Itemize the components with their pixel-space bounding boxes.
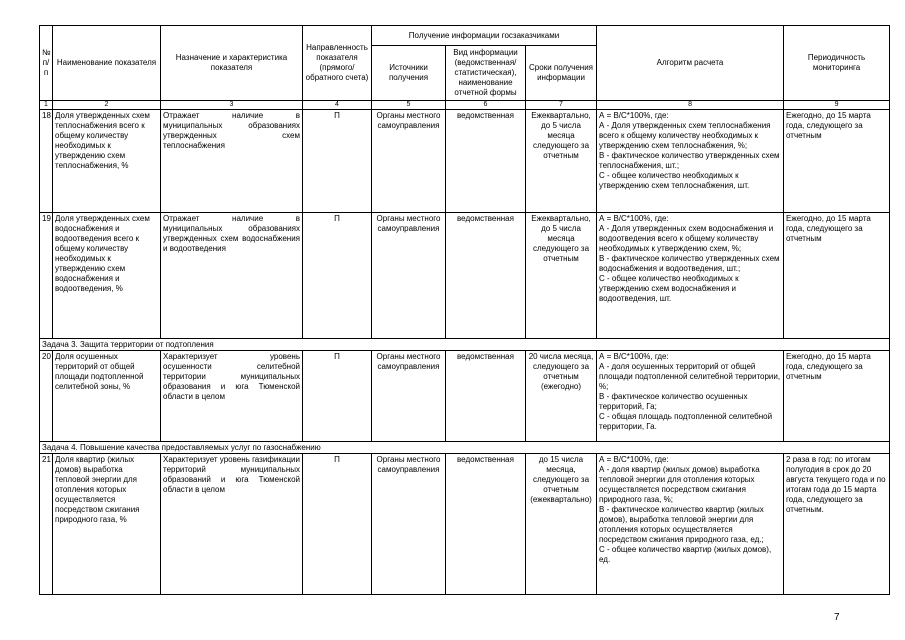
row-period: Ежегодно, до 15 марта года, следующего за отчетным bbox=[784, 110, 890, 213]
row-num: 18 bbox=[40, 110, 53, 213]
row-deadline: до 15 числа месяца, следующего за отчетным (ежеквартально) bbox=[526, 454, 597, 595]
row-deadline: Ежеквартально, до 5 числа месяца следующего за отчетным bbox=[526, 213, 597, 339]
row-source: Органы местного самоуправления bbox=[372, 110, 446, 213]
row-source: Органы местного самоуправления bbox=[372, 454, 446, 595]
row-num: 21 bbox=[40, 454, 53, 595]
header-num: № п/п bbox=[40, 26, 53, 101]
row-purpose: Характеризует уровень газификации территорий муниципальных образований и юга Тюменской области в целом bbox=[161, 454, 303, 595]
table-row bbox=[40, 351, 890, 442]
row-info-type: ведомственная bbox=[446, 454, 526, 595]
task-3-heading: Задача 3. Защита территории от подтопления bbox=[40, 339, 890, 351]
table-row bbox=[40, 110, 890, 213]
row-info-type: ведомственная bbox=[446, 351, 526, 442]
header-purpose: Назначение и характеристика показателя bbox=[161, 26, 303, 101]
column-number-row bbox=[40, 101, 890, 110]
row-algorithm: А = В/С*100%, где: А - Доля утвержденных схем теплоснабжения всего к общему количеству необходимых к утверждению схем теплоснабжения, %; В - фактическое количество утвержденных схем теплоснабжения, шт.; С - общее количество необходимых к утверждению схем теплоснабжения, шт. bbox=[597, 110, 784, 213]
row-purpose: Отражает наличие в муниципальных образованиях утвержденных схем водоснабжения и водоотведения bbox=[161, 213, 303, 339]
column-number: 6 bbox=[446, 101, 526, 110]
table-row bbox=[40, 213, 890, 339]
row-num: 20 bbox=[40, 351, 53, 442]
row-period: Ежегодно, до 15 марта года, следующего за отчетным bbox=[784, 351, 890, 442]
header-info-group: Получение информации госзаказчиками bbox=[372, 26, 597, 46]
task-row bbox=[40, 339, 890, 351]
row-info-type: ведомственная bbox=[446, 110, 526, 213]
page-number: 7 bbox=[834, 612, 840, 623]
row-num: 19 bbox=[40, 213, 53, 339]
task-row bbox=[40, 442, 890, 454]
task-4-heading: Задача 4. Повышение качества предоставляемых услуг по газоснабжению bbox=[40, 442, 890, 454]
row-name: Доля утвержденных схем водоснабжения и водоотведения всего к общему количеству необходимых к утверждению схем водоснабжения и водоотведения, % bbox=[53, 213, 161, 339]
header-info-type: Вид информации (ведомственная/ статистическая), наименование отчетной формы bbox=[446, 46, 526, 101]
row-deadline: 20 числа месяца, следующего за отчетным (ежегодно) bbox=[526, 351, 597, 442]
column-number: 1 bbox=[40, 101, 53, 110]
row-name: Доля осушенных территорий от общей площади подтопленной селитебной зоны, % bbox=[53, 351, 161, 442]
row-name: Доля квартир (жилых домов) выработка тепловой энергии для отопления которых осуществляется посредством сжигания природного газа, % bbox=[53, 454, 161, 595]
column-number: 5 bbox=[372, 101, 446, 110]
column-number: 4 bbox=[303, 101, 372, 110]
row-algorithm: А = В/С*100%, где: А - доля квартир (жилых домов) выработка тепловой энергии для отопления которых осуществляется посредством сжигания природного газа, %; В - фактическое количество квартир (жилых домов), выработка тепловой энергии для отопления которых осуществляется посредством сжигания природного газа, ед.; С - общее количество квартир (жилых домов), ед. bbox=[597, 454, 784, 595]
header-name: Наименование показателя bbox=[53, 26, 161, 101]
header-period: Периодичность мониторинга bbox=[784, 26, 890, 101]
row-algorithm: А = В/С*100%, где: А - доля осушенных территорий от общей площади подтопленной селитебной территории, %; В - фактическое количество осушенных территорий, Га; С - общая площадь подтопленной селитебной территории, Га. bbox=[597, 351, 784, 442]
row-period: Ежегодно, до 15 марта года, следующего за отчетным bbox=[784, 213, 890, 339]
row-source: Органы местного самоуправления bbox=[372, 351, 446, 442]
row-period: 2 раза в год: по итогам полугодия в срок до 20 августа текущего года и по итогам года до 15 марта года, следующего за отчетным. bbox=[784, 454, 890, 595]
row-direction: П bbox=[303, 110, 372, 213]
column-number: 9 bbox=[784, 101, 890, 110]
column-number: 3 bbox=[161, 101, 303, 110]
row-source: Органы местного самоуправления bbox=[372, 213, 446, 339]
row-direction: П bbox=[303, 454, 372, 595]
row-name: Доля утвержденных схем теплоснабжения всего к общему количеству необходимых к утверждению схем теплоснабжения, % bbox=[53, 110, 161, 213]
column-number: 8 bbox=[597, 101, 784, 110]
column-number: 2 bbox=[53, 101, 161, 110]
header-algorithm: Алгоритм расчета bbox=[597, 26, 784, 101]
column-number: 7 bbox=[526, 101, 597, 110]
header-sources: Источники получения bbox=[372, 46, 446, 101]
row-info-type: ведомственная bbox=[446, 213, 526, 339]
row-purpose: Отражает наличие в муниципальных образованиях утвержденных схем теплоснабжения bbox=[161, 110, 303, 213]
row-algorithm: А = В/С*100%, где: А - Доля утвержденных схем водоснабжения и водоотведения всего к общему количеству необходимых к утверждению схем, %; В - фактическое количество утвержденных схем водоснабжения и водоотведения, шт.; С - общее количество необходимых к утверждению схем водоснабжения и водоотведения, шт. bbox=[597, 213, 784, 339]
row-direction: П bbox=[303, 213, 372, 339]
row-deadline: Ежеквартально, до 5 числа месяца следующего за отчетным bbox=[526, 110, 597, 213]
indicators-table bbox=[39, 25, 890, 595]
table-row bbox=[40, 454, 890, 595]
row-purpose: Характеризует уровень осушенности селитебной территории муниципальных образования и юга Тюменской области в целом bbox=[161, 351, 303, 442]
header-direction: Направленность показателя (прямого/ обратного счета) bbox=[303, 26, 372, 101]
header-deadline: Сроки получения информации bbox=[526, 46, 597, 101]
row-direction: П bbox=[303, 351, 372, 442]
